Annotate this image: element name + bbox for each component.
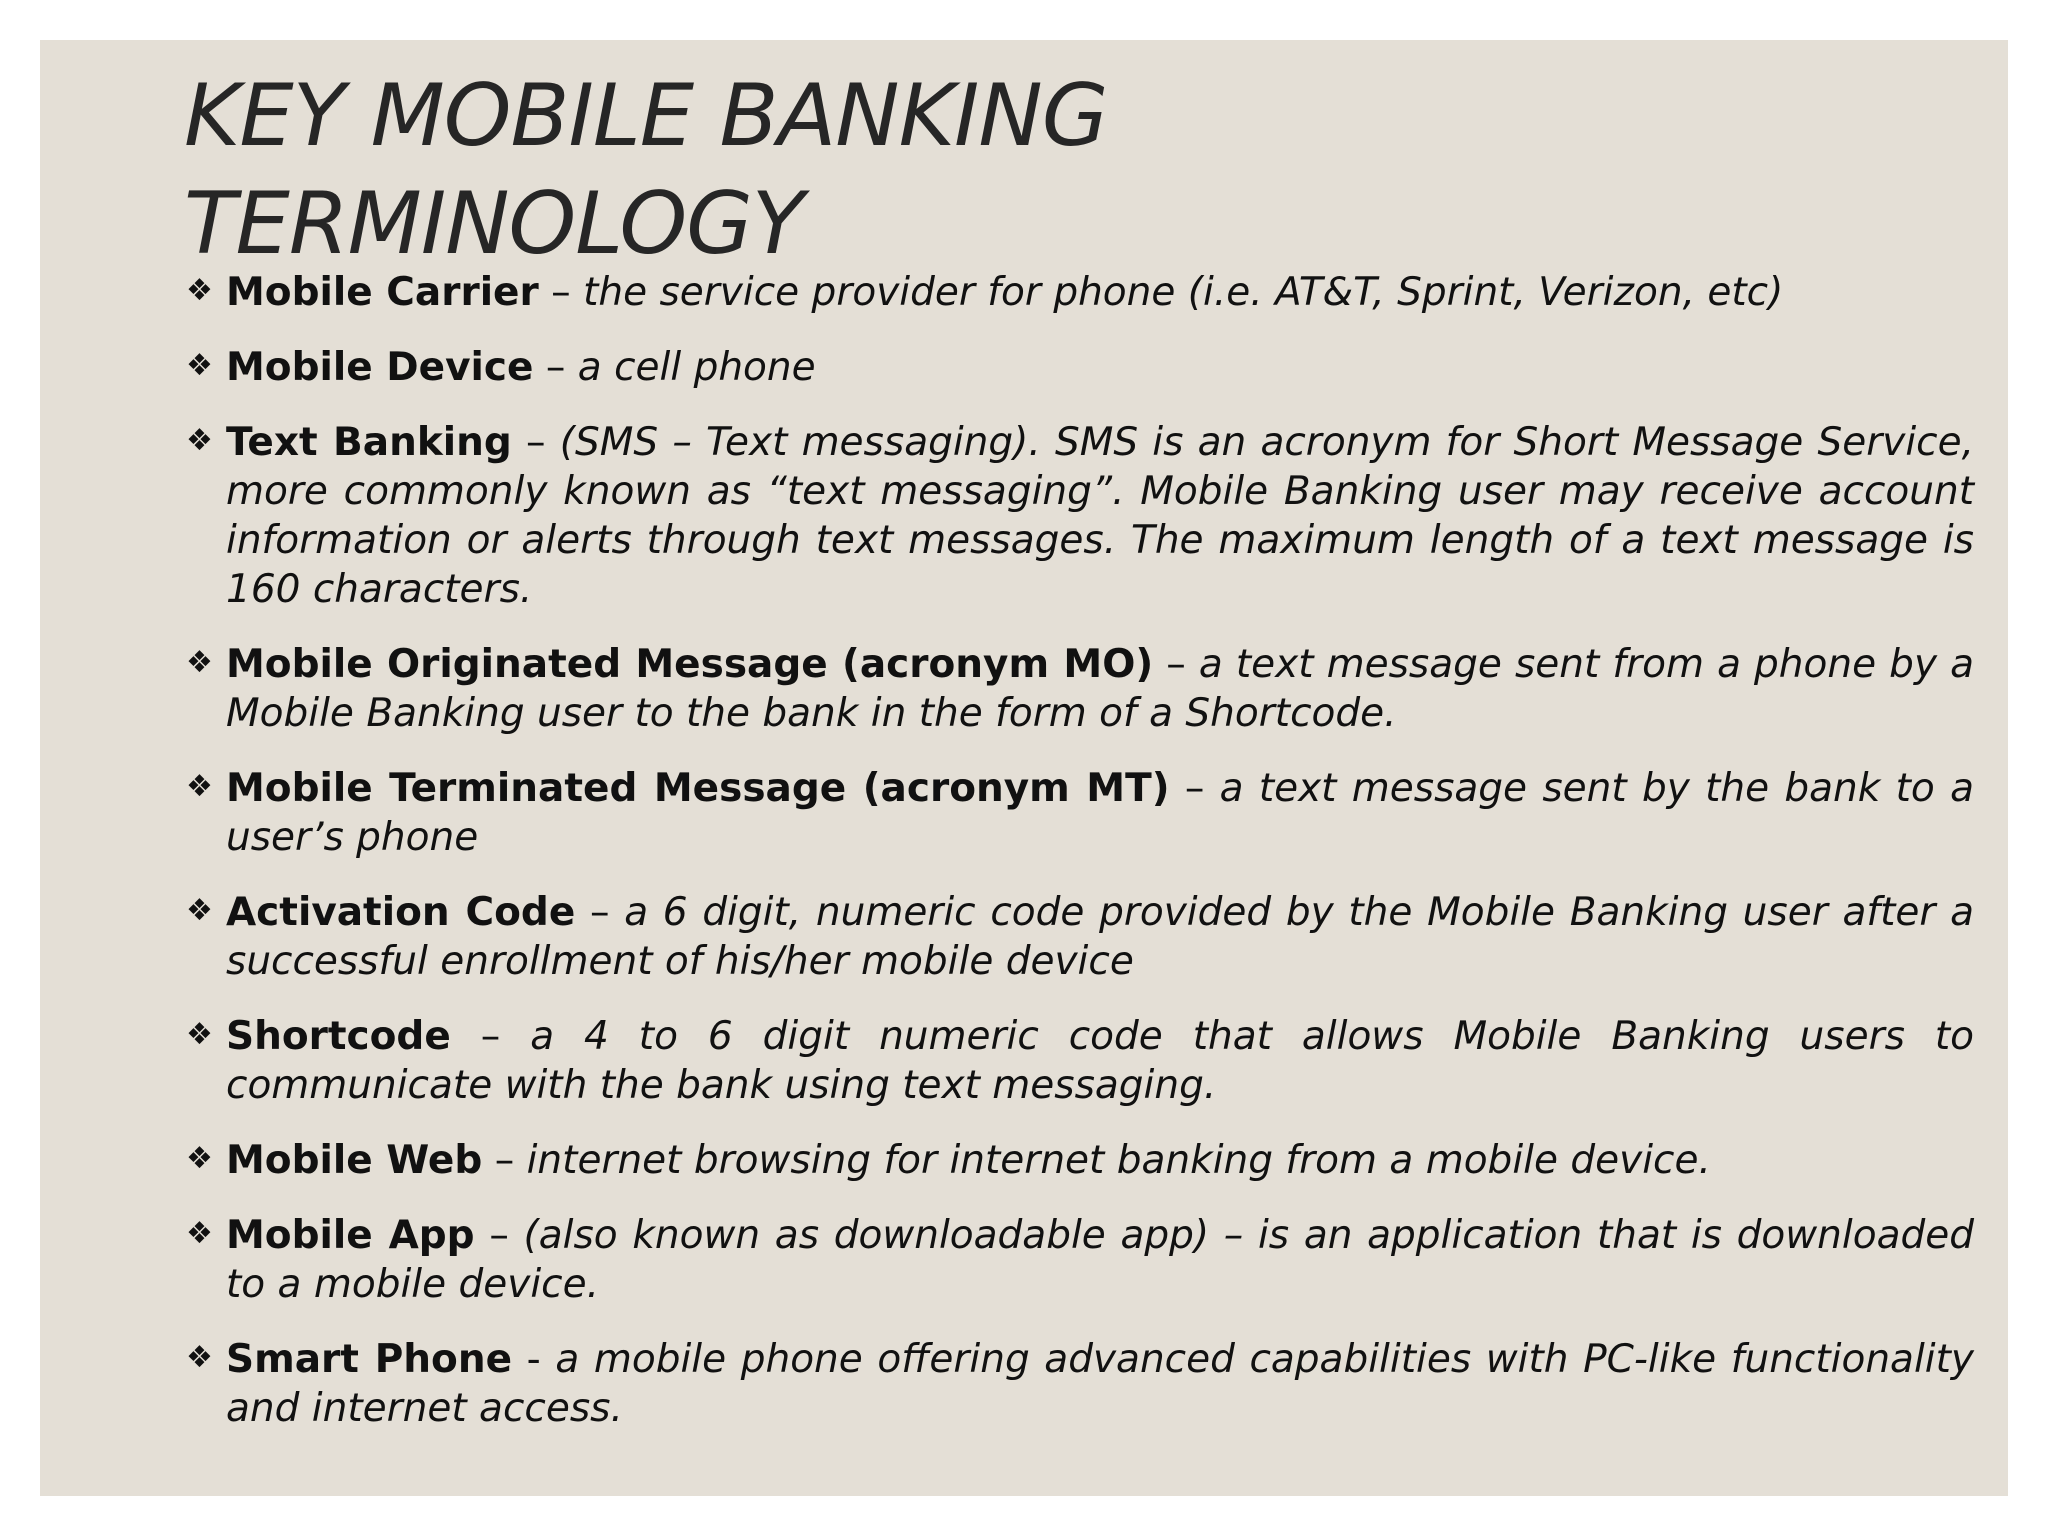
term-separator: –: [551, 270, 571, 315]
term-name: Mobile Carrier: [226, 270, 539, 315]
term-name: Mobile Web: [226, 1138, 483, 1183]
term-item: [184, 1335, 1974, 1433]
slide: [40, 40, 2008, 1496]
term-name: Shortcode: [226, 1014, 451, 1059]
diamond-bullet-icon: ❖: [186, 645, 213, 680]
term-definition: a cell phone: [577, 345, 816, 390]
term-separator: –: [494, 1138, 515, 1183]
term-definition: (also known as downloadable app) – is an application that is downloaded to a mobile device.: [226, 1213, 1975, 1307]
diamond-bullet-icon: ❖: [186, 423, 213, 458]
term-item: [184, 343, 1974, 392]
term-item: [184, 640, 1974, 738]
term-name: Text Banking: [226, 420, 512, 465]
term-name: Mobile App: [226, 1213, 475, 1258]
term-item: [184, 1012, 1974, 1110]
term-item: [184, 888, 1974, 986]
term-item: [184, 268, 1974, 317]
terminology-list: [184, 268, 1974, 1459]
term-item: [184, 418, 1974, 614]
term-definition: a text message sent from a phone by a Mobile Banking user to the bank in the form of a Shortcode.: [226, 642, 1975, 736]
term-definition: a mobile phone offering advanced capabilities with PC-like functionality and internet access.: [226, 1337, 1974, 1431]
term-name: Smart Phone: [226, 1337, 513, 1382]
term-separator: –: [590, 890, 610, 935]
term-separator: -: [526, 1337, 541, 1382]
term-separator: –: [489, 1213, 509, 1258]
term-separator: –: [1184, 766, 1205, 811]
term-definition: a text message sent by the bank to a user’s phone: [226, 766, 1974, 860]
term-definition: a 4 to 6 digit numeric code that allows Mobile Banking users to communicate with the bank using text messaging.: [226, 1014, 1975, 1108]
diamond-bullet-icon: ❖: [186, 1141, 213, 1176]
term-name: Activation Code: [226, 890, 576, 935]
diamond-bullet-icon: ❖: [186, 893, 213, 928]
term-separator: –: [1166, 642, 1186, 687]
term-item: [184, 764, 1974, 862]
diamond-bullet-icon: ❖: [186, 348, 213, 383]
title-line-2: TERMINOLOGY: [184, 174, 804, 274]
slide-title: [184, 62, 1584, 278]
diamond-bullet-icon: ❖: [186, 1017, 213, 1052]
term-definition: internet browsing for internet banking from a mobile device.: [526, 1138, 1711, 1183]
term-item: [184, 1136, 1974, 1185]
diamond-bullet-icon: ❖: [186, 273, 213, 308]
diamond-bullet-icon: ❖: [186, 1216, 213, 1251]
term-name: Mobile Device: [226, 345, 534, 390]
term-separator: –: [545, 345, 566, 390]
diamond-bullet-icon: ❖: [186, 769, 213, 804]
diamond-bullet-icon: ❖: [186, 1340, 213, 1375]
term-definition: a 6 digit, numeric code provided by the Mobile Banking user after a successful enrollment of his/her mobile device: [226, 890, 1974, 984]
term-name: Mobile Originated Message (acronym MO): [226, 642, 1154, 687]
term-separator: –: [526, 420, 546, 465]
title-line-1: KEY MOBILE BANKING: [184, 66, 1108, 166]
term-definition: the service provider for phone (i.e. AT&T, Sprint, Verizon, etc): [583, 270, 1784, 315]
term-name: Mobile Terminated Message (acronym MT): [226, 766, 1170, 811]
term-item: [184, 1211, 1974, 1309]
term-separator: –: [480, 1014, 501, 1059]
term-definition: (SMS – Text messaging). SMS is an acronym for Short Message Service, more commonly known as “text messaging”. Mobile Banking user may receive account information or alerts through text messages. The maximum length of a text message is 160 characters.: [226, 420, 1974, 612]
